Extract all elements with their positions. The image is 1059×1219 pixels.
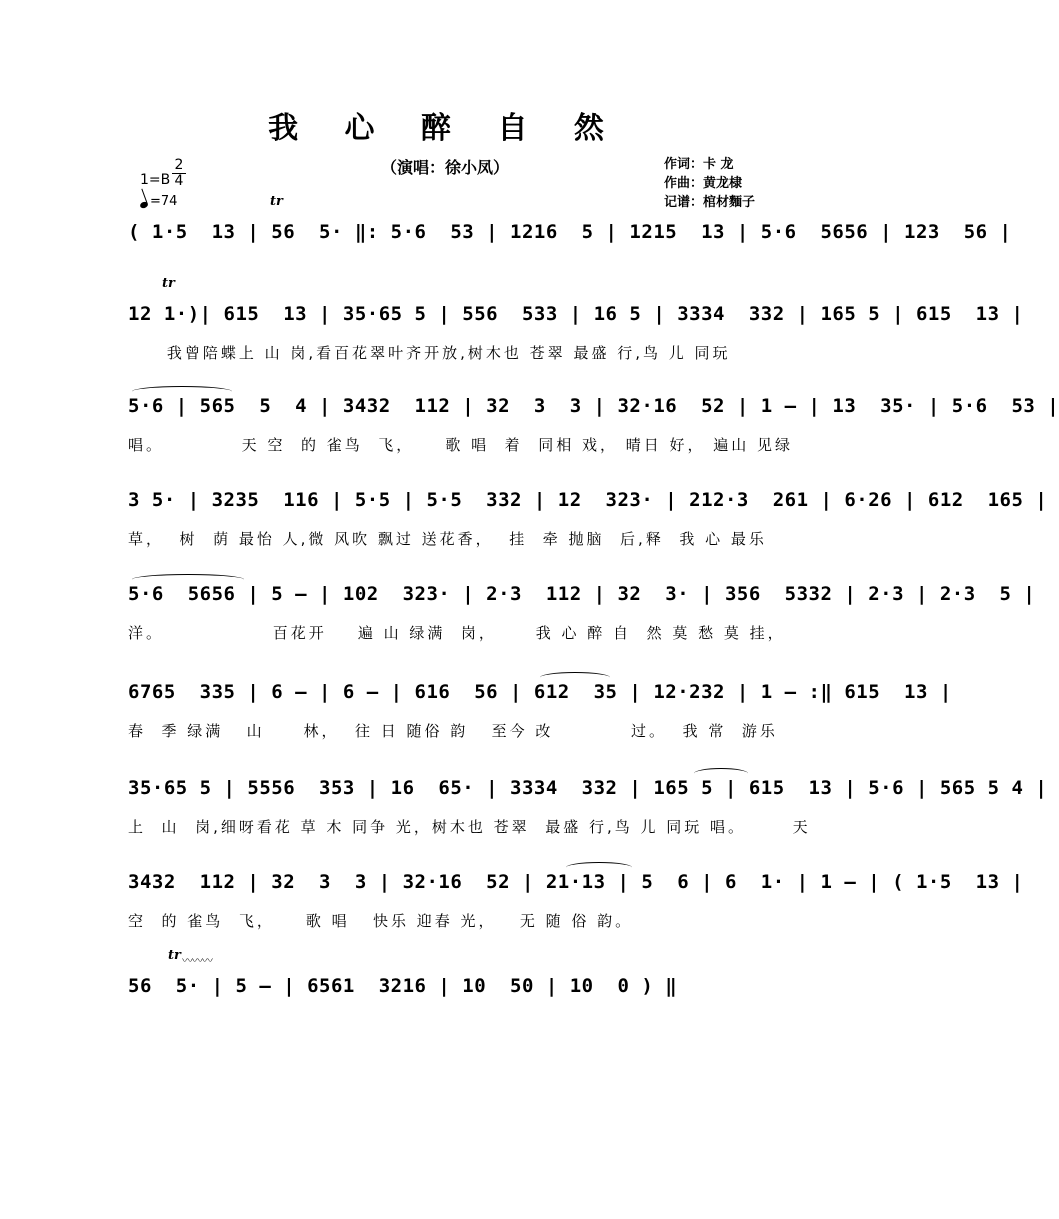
notation-line: 12 1·)| 615 13 | 35·65 5 | 556 533 | 16 5 | 3334 332 | 165 5 | 615 13 | bbox=[128, 303, 1024, 325]
song-title: 我 心 醉 自 然 bbox=[268, 111, 622, 146]
score-system-5 bbox=[128, 574, 1036, 656]
lyric-line: 上 山 岗,细呀看花 草 木 同争 光，树木也 苍翠 最盛 行,鸟 儿 同玩 唱。 天 bbox=[128, 818, 811, 836]
lyric-line: 唱。 天 空 的 雀鸟 飞， 歌 唱 着 同相 戏， 晴日 好， 遍山 见绿 bbox=[128, 436, 794, 454]
notation-line: 56 5· | 5 – | 6561 3216 | 10 50 | 10 0 ) ‖ bbox=[128, 975, 678, 997]
score-system-8 bbox=[128, 862, 1024, 944]
lyric-line bbox=[128, 260, 778, 282]
score-system-7 bbox=[128, 768, 1048, 850]
lyric-line: 草， 树 荫 最怡 人,微 风吹 飘过 送花香， 挂 牵 抛脑 后,释 我 心 最乐 bbox=[128, 530, 767, 548]
trill-mark: tr bbox=[270, 194, 283, 209]
lyricist-credit: 作词：卡 龙 bbox=[664, 157, 734, 172]
transcriber-credit: 记谱：棺材麵子 bbox=[664, 195, 756, 210]
credits-block bbox=[664, 155, 755, 212]
tempo-value: =74 bbox=[150, 194, 178, 209]
trill-mark: tr bbox=[162, 276, 175, 291]
score-system-4 bbox=[128, 480, 1048, 562]
trill-wave: 〰〰〰 bbox=[182, 954, 212, 967]
notation-line: 35·65 5 | 5556 353 | 16 65· | 3334 332 | 165 5 | 615 13 | 5·6 | 565 5 4 | bbox=[128, 777, 1048, 799]
singer-credit: （演唱：徐小凤） bbox=[380, 158, 509, 177]
notation-line: 6765 335 | 6 – | 6 – | 616 56 | 612 35 | 12·232 | 1 – :‖ 615 13 | bbox=[128, 681, 952, 703]
notation-line: ( 1·5 13 | 56 5· ‖: 5·6 53 | 1216 5 | 1215 13 | 5·6 5656 | 123 56 | bbox=[128, 221, 1012, 243]
score-system-9 bbox=[128, 948, 778, 1048]
tempo-marking bbox=[140, 194, 177, 209]
notation-line: 5·6 5656 | 5 – | 102 323· | 2·3 112 | 32 3· | 356 5332 | 2·3 | 2·3 5 | bbox=[128, 583, 1036, 605]
score-system-2 bbox=[128, 276, 1024, 376]
composer-credit: 作曲：黄龙棣 bbox=[664, 176, 743, 191]
lyric-line: 洋。 百花开 遍 山 绿满 岗， 我 心 醉 自 然 莫 愁 莫 挂， bbox=[128, 624, 786, 642]
time-signature-top: 2 bbox=[174, 157, 184, 173]
lyric-line: 空 的 雀鸟 飞， 歌 唱 快乐 迎春 光， 无 随 俗 韵。 bbox=[128, 912, 634, 930]
trill-mark: tr bbox=[168, 948, 181, 963]
time-signature-bottom: 4 bbox=[172, 173, 186, 189]
notation-line: 3 5· | 3235 116 | 5·5 | 5·5 332 | 12 323· | 212·3 261 | 6·26 | 612 165 | bbox=[128, 489, 1048, 511]
lyric-line: 春 季 绿满 山 林， 往 日 随俗 韵 至今 改 过。 我 常 游乐 bbox=[128, 722, 778, 740]
score-system-3 bbox=[128, 386, 1059, 468]
time-signature bbox=[172, 158, 186, 189]
score-system-6 bbox=[128, 672, 952, 754]
notation-line: 3432 112 | 32 3 3 | 32·16 52 | 21·13 | 5 6 | 6 1· | 1 – | ( 1·5 13 | bbox=[128, 871, 1024, 893]
lyric-line: 我曾陪蝶上 山 岗,看百花翠叶齐开放,树木也 苍翠 最盛 行,鸟 儿 同玩 bbox=[128, 344, 731, 362]
key-signature: 1=B bbox=[140, 172, 171, 188]
quarter-note-icon bbox=[139, 201, 149, 209]
notation-line: 5·6 | 565 5 4 | 3432 112 | 32 3 3 | 32·16 52 | 1 – | 13 35· | 5·6 53 | bbox=[128, 395, 1059, 417]
